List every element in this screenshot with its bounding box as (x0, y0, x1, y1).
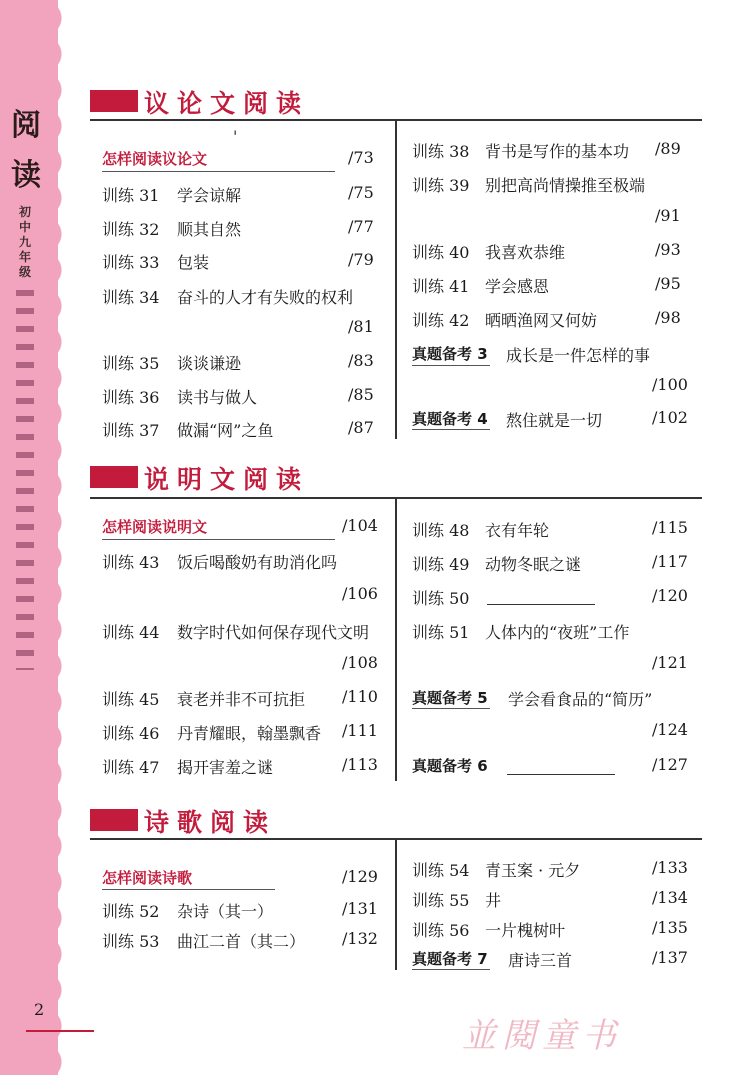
column-divider (395, 499, 397, 781)
underline (412, 365, 490, 366)
page-ref: /89 (655, 139, 681, 158)
entry-title: 数字时代如何保存现代文明 (177, 623, 370, 642)
page-ref: /73 (348, 148, 374, 167)
how-to-label: 怎样阅读诗歌 (102, 869, 193, 887)
sidebar-grade: 初 中 九 年 级 (18, 205, 31, 279)
underline (412, 969, 490, 970)
underline (102, 171, 335, 172)
toc-entry[interactable] (102, 285, 392, 345)
entry-label: 训练 44 (102, 623, 160, 642)
entry-label: 训练 34 (102, 288, 160, 307)
sidebar-char-1: 阅 (11, 108, 41, 143)
section-bar (90, 90, 138, 112)
entry-title: 衰老并非不可抗拒 (177, 690, 306, 709)
how-to-label: 怎样阅读议论文 (102, 150, 208, 168)
watermark: 並閱童书 (462, 1016, 622, 1056)
page-ref: /102 (652, 408, 688, 427)
page-ref: /117 (652, 552, 688, 571)
entry-label: 训练 48 (412, 521, 470, 540)
entry-title: 唐诗三首 (508, 951, 573, 970)
entry-title: 青玉案 · 元夕 (485, 861, 581, 880)
page-ref: /95 (655, 274, 681, 293)
entry-title: 别把高尚情操推至极端 (485, 176, 646, 195)
page-ref: /77 (348, 217, 374, 236)
page-ref: /104 (342, 516, 378, 535)
page-ref: /83 (348, 351, 374, 370)
entry-title: 读书与做人 (177, 388, 258, 407)
page-ref: /129 (342, 867, 378, 886)
entry-label: 训练 37 (102, 421, 160, 440)
entry-label: 训练 51 (412, 623, 470, 642)
exam-label: 真题备考 5 (412, 689, 488, 707)
page-ref: /121 (652, 653, 688, 672)
exam-label: 真题备考 7 (412, 950, 488, 968)
page-ref: /120 (652, 586, 688, 605)
page-ref: /75 (348, 183, 374, 202)
entry-title: 包装 (177, 253, 210, 272)
entry-label: 训练 41 (412, 277, 470, 296)
entry-title: 饭后喝酸奶有助消化吗 (177, 553, 338, 572)
section-title: 说明文阅读 (144, 465, 310, 494)
sidebar-char-2: 读 (11, 158, 41, 193)
exam-label: 真题备考 4 (412, 410, 488, 428)
entry-title: 一片槐树叶 (485, 921, 566, 940)
toc-entry[interactable] (412, 343, 702, 403)
section-bar (90, 809, 138, 831)
entry-label: 训练 43 (102, 553, 160, 572)
blank-line (507, 774, 615, 775)
entry-label: 训练 35 (102, 354, 160, 373)
page-ref: /115 (652, 518, 688, 537)
decorative-stripes (16, 290, 34, 670)
section-title: 诗歌阅读 (144, 808, 277, 837)
page-ref: /124 (652, 720, 688, 739)
side-band (0, 0, 58, 1075)
blank-line (487, 604, 595, 605)
page-ref: /137 (652, 948, 688, 967)
toc-entry[interactable] (412, 173, 702, 233)
entry-label: 训练 31 (102, 186, 160, 205)
entry-title: 做漏“网”之鱼 (177, 421, 274, 440)
page-ref: /91 (655, 206, 681, 225)
entry-title: 奋斗的人才有失败的权利 (177, 288, 354, 307)
page-ref: /113 (342, 755, 378, 774)
entry-title: 学会感恩 (485, 277, 550, 296)
tick-mark: ' (233, 127, 238, 146)
page-ref: /93 (655, 240, 681, 259)
entry-title: 晒晒渔网又何妨 (485, 311, 598, 330)
entry-title: 丹青耀眼，翰墨飘香 (177, 724, 322, 743)
entry-title: 动物冬眠之谜 (485, 555, 582, 574)
page-ref: /81 (348, 317, 374, 336)
page-ref: /87 (348, 418, 374, 437)
entry-label: 训练 56 (412, 921, 470, 940)
page-ref: /134 (652, 888, 688, 907)
entry-label: 训练 39 (412, 176, 470, 195)
page-ref: /135 (652, 918, 688, 937)
page-ref: /131 (342, 899, 378, 918)
entry-label: 训练 42 (412, 311, 470, 330)
column-divider (395, 840, 397, 970)
column-divider (395, 121, 397, 439)
entry-label: 训练 54 (412, 861, 470, 880)
entry-label: 训练 49 (412, 555, 470, 574)
page-ref: /127 (652, 755, 688, 774)
underline (102, 539, 335, 540)
exam-label: 真题备考 3 (412, 345, 488, 363)
page-ref: /100 (652, 375, 688, 394)
entry-title: 曲江二首（其二） (177, 932, 306, 951)
page-ref: /111 (342, 721, 378, 740)
toc-entry[interactable] (412, 620, 702, 680)
entry-title: 背书是写作的基本功 (485, 142, 630, 161)
entry-label: 训练 33 (102, 253, 160, 272)
page-ref: /110 (342, 687, 378, 706)
page-ref: /106 (342, 584, 378, 603)
entry-title: 杂诗（其一） (177, 902, 274, 921)
entry-label: 训练 32 (102, 220, 160, 239)
exam-label: 真题备考 6 (412, 757, 488, 775)
entry-label: 训练 40 (412, 243, 470, 262)
entry-title: 谈谈谦逊 (177, 354, 242, 373)
page-ref: /79 (348, 250, 374, 269)
entry-title: 成长是一件怎样的事 (506, 346, 651, 365)
toc-entry[interactable] (102, 620, 392, 680)
entry-label: 训练 53 (102, 932, 160, 951)
entry-label: 训练 50 (412, 589, 470, 608)
page-number: 2 (34, 1000, 45, 1019)
entry-title: 顺其自然 (177, 220, 242, 239)
entry-label: 训练 46 (102, 724, 160, 743)
underline (412, 708, 490, 709)
entry-label: 训练 45 (102, 690, 160, 709)
underline (102, 889, 275, 890)
entry-title: 人体内的“夜班”工作 (485, 623, 630, 642)
page-ref: /108 (342, 653, 378, 672)
toc-entry[interactable] (102, 550, 392, 610)
entry-title: 学会谅解 (177, 186, 242, 205)
section-title: 议论文阅读 (144, 89, 310, 118)
footer-rule (26, 1030, 94, 1032)
how-to-label: 怎样阅读说明文 (102, 518, 208, 536)
page-ref: /132 (342, 929, 378, 948)
scallop-edge (44, 0, 74, 1075)
toc-entry[interactable] (412, 687, 702, 747)
entry-title: 我喜欢恭维 (485, 243, 566, 262)
page-ref: /98 (655, 308, 681, 327)
entry-label: 训练 47 (102, 758, 160, 777)
entry-title: 井 (485, 891, 502, 910)
entry-label: 训练 36 (102, 388, 160, 407)
entry-label: 训练 52 (102, 902, 160, 921)
underline (412, 429, 490, 430)
page-ref: /85 (348, 385, 374, 404)
entry-title: 揭开害羞之谜 (177, 758, 274, 777)
entry-title: 衣有年轮 (485, 521, 550, 540)
entry-label: 训练 38 (412, 142, 470, 161)
entry-title: 学会看食品的“简历” (508, 690, 653, 709)
entry-title: 熬住就是一切 (506, 411, 603, 430)
section-bar (90, 466, 138, 488)
page-ref: /133 (652, 858, 688, 877)
entry-label: 训练 55 (412, 891, 470, 910)
